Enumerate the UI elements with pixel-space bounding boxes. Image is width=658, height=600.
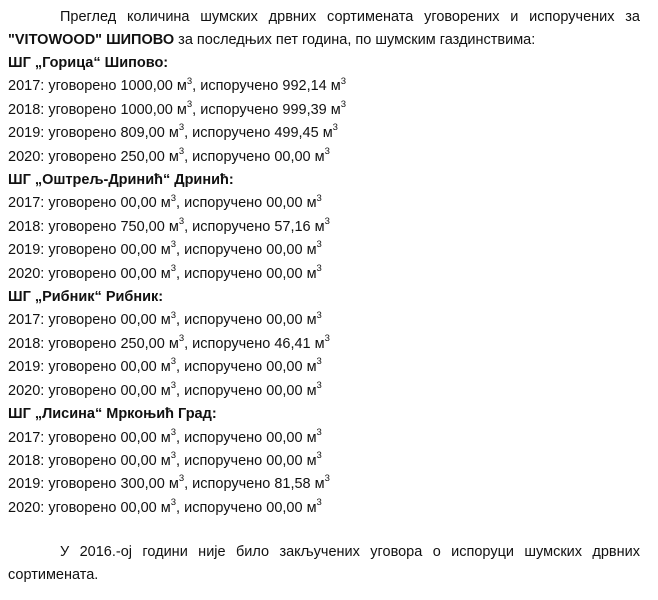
contracted-value: 1000,00 bbox=[120, 78, 173, 95]
row-year: 2017: bbox=[8, 312, 45, 329]
unit-sup: 3 bbox=[170, 192, 177, 204]
unit-sup: 3 bbox=[178, 122, 185, 134]
row-gorica-2019: 2019: уговорено 809,00 $м^3$, испоручено 499,45 $м^3$ bbox=[8, 122, 338, 142]
unit: м bbox=[306, 429, 317, 446]
delivered-label: испоручено bbox=[200, 78, 279, 95]
delivered-label: испоручено bbox=[184, 429, 263, 446]
unit-sup: 3 bbox=[178, 333, 185, 345]
unit-sup: 3 bbox=[170, 309, 177, 321]
delivered-label: испоручено bbox=[184, 452, 263, 469]
unit: м bbox=[168, 218, 179, 235]
unit: м bbox=[160, 242, 171, 259]
unit: м bbox=[314, 148, 325, 165]
row-lisina-2017: 2017: уговорено 00,00 $м^3$, испоручено 00,00 $м^3$ bbox=[8, 426, 322, 446]
unit-sup: 3 bbox=[340, 75, 347, 87]
intro-text-end: за последњих пет година, по шумским газдинствима: bbox=[174, 32, 536, 48]
delivered-label: испоручено bbox=[184, 242, 263, 259]
contracted-value: 00,00 bbox=[120, 242, 157, 259]
unit-sup: 3 bbox=[170, 356, 177, 368]
row-year: 2019: bbox=[8, 359, 45, 376]
unit: м bbox=[160, 265, 171, 282]
contracted-value: 00,00 bbox=[120, 452, 157, 469]
contracted-value: 00,00 bbox=[120, 195, 157, 212]
unit-sup: 3 bbox=[178, 473, 185, 485]
delivered-label: испоручено bbox=[184, 359, 263, 376]
contracted-label: уговорено bbox=[48, 218, 117, 235]
contracted-label: уговорено bbox=[48, 359, 117, 376]
row-lisina-2018: 2018: уговорено 00,00 $м^3$, испоручено 00,00 $м^3$ bbox=[8, 450, 322, 469]
row-year: 2020: bbox=[8, 382, 45, 399]
unit: м bbox=[314, 218, 325, 235]
delivered-value: 57,16 bbox=[274, 218, 311, 235]
contracted-value: 300,00 bbox=[120, 476, 165, 493]
unit: м bbox=[160, 452, 171, 469]
intro-text-start: Преглед количина шумских дрвних сортимената уговорених и испоручених за bbox=[60, 9, 640, 25]
unit: м bbox=[168, 476, 179, 493]
contracted-value: 00,00 bbox=[120, 382, 157, 399]
unit-sup: 3 bbox=[178, 216, 185, 228]
intro-paragraph bbox=[8, 6, 640, 52]
unit: м bbox=[168, 125, 179, 142]
unit-sup: 3 bbox=[316, 262, 322, 274]
row-ribnik-2017: 2017: уговорено 00,00 $м^3$, испоручено 00,00 $м^3$ bbox=[8, 309, 322, 329]
unit: м bbox=[322, 125, 333, 142]
delivered-label: испоручено bbox=[184, 499, 263, 516]
delivered-value: 992,14 bbox=[282, 78, 327, 95]
unit-sup: 3 bbox=[178, 145, 185, 157]
row-gorica-2017: 2017: уговорено 1000,00 $м^3$, испоручено 992,14 $м^3$ bbox=[8, 75, 347, 95]
unit-sup: 3 bbox=[186, 98, 193, 110]
delivered-label: испоручено bbox=[192, 148, 271, 165]
delivered-label: испоручено bbox=[192, 476, 271, 493]
delivered-value: 00,00 bbox=[266, 499, 303, 516]
unit: м bbox=[306, 312, 317, 329]
unit: м bbox=[306, 382, 317, 399]
contracted-value: 1000,00 bbox=[120, 101, 173, 118]
contracted-value: 750,00 bbox=[120, 218, 165, 235]
delivered-label: испоручено bbox=[192, 125, 271, 142]
contracted-label: уговорено bbox=[48, 476, 117, 493]
delivered-value: 999,39 bbox=[282, 101, 327, 118]
row-ribnik-2018: 2018: уговорено 250,00 $м^3$, испоручено 46,41 $м^3$ bbox=[8, 333, 330, 352]
delivered-label: испоручено bbox=[184, 265, 263, 282]
section-heading-ribnik: ШГ „Рибник“ Рибник: bbox=[8, 289, 164, 306]
contracted-label: уговорено bbox=[48, 195, 117, 212]
row-year: 2017: bbox=[8, 195, 45, 212]
unit-sup: 3 bbox=[340, 98, 347, 110]
company-name: "VITOWOOD" ШИПОВО bbox=[8, 32, 175, 48]
contracted-label: уговорено bbox=[48, 429, 117, 446]
contracted-value: 00,00 bbox=[120, 312, 157, 329]
delivered-label: испоручено bbox=[184, 382, 263, 399]
contracted-label: уговорено bbox=[48, 499, 117, 516]
contracted-value: 00,00 bbox=[120, 359, 157, 376]
delivered-value: 00,00 bbox=[266, 312, 303, 329]
unit-sup: 3 bbox=[316, 239, 322, 251]
row-year: 2018: bbox=[8, 452, 45, 469]
contracted-label: уговорено bbox=[48, 101, 117, 118]
unit: м bbox=[330, 101, 341, 118]
unit-sup: 3 bbox=[316, 379, 322, 391]
delivered-value: 81,58 bbox=[274, 476, 311, 493]
delivered-value: 00,00 bbox=[274, 148, 311, 165]
unit-sup: 3 bbox=[316, 450, 322, 462]
row-year: 2018: bbox=[8, 218, 45, 235]
unit: м bbox=[160, 382, 171, 399]
unit: м bbox=[306, 499, 317, 516]
delivered-value: 00,00 bbox=[266, 429, 303, 446]
section-heading-ostrelj: ШГ „Оштрељ-Дринић“ Дринић: bbox=[8, 172, 234, 189]
row-ribnik-2019: 2019: уговорено 00,00 $м^3$, испоручено 00,00 $м^3$ bbox=[8, 356, 322, 376]
unit-sup: 3 bbox=[316, 309, 322, 321]
unit-sup: 3 bbox=[186, 75, 193, 87]
row-ostrelj-2018: 2018: уговорено 750,00 $м^3$, испоручено 57,16 $м^3$ bbox=[8, 216, 330, 235]
unit: м bbox=[306, 359, 317, 376]
unit: м bbox=[160, 429, 171, 446]
contracted-label: уговорено bbox=[48, 265, 117, 282]
section-heading-gorica: ШГ „Горица“ Шипово: bbox=[8, 55, 169, 71]
unit-sup: 3 bbox=[170, 496, 177, 508]
unit: м bbox=[160, 312, 171, 329]
delivered-label: испоручено bbox=[192, 218, 271, 235]
unit: м bbox=[168, 335, 179, 352]
unit-sup: 3 bbox=[316, 496, 322, 508]
row-ostrelj-2017: 2017: уговорено 00,00 $м^3$, испоручено 00,00 $м^3$ bbox=[8, 192, 322, 212]
unit-sup: 3 bbox=[324, 216, 330, 228]
row-lisina-2019: 2019: уговорено 300,00 $м^3$, испоручено 81,58 $м^3$ bbox=[8, 473, 330, 493]
contracted-value: 250,00 bbox=[120, 335, 165, 352]
delivered-value: 00,00 bbox=[266, 359, 303, 376]
unit: м bbox=[330, 78, 341, 95]
delivered-value: 499,45 bbox=[274, 125, 319, 142]
contracted-label: уговорено bbox=[48, 335, 117, 352]
delivered-label: испоручено bbox=[192, 335, 271, 352]
unit-sup: 3 bbox=[324, 473, 330, 485]
contracted-label: уговорено bbox=[48, 78, 117, 95]
unit: м bbox=[160, 195, 171, 212]
unit-sup: 3 bbox=[332, 122, 338, 134]
delivered-value: 46,41 bbox=[274, 335, 311, 352]
unit: м bbox=[306, 265, 317, 282]
unit: м bbox=[160, 359, 171, 376]
delivered-label: испоручено bbox=[184, 312, 263, 329]
unit-sup: 3 bbox=[170, 426, 177, 438]
unit-sup: 3 bbox=[170, 450, 177, 462]
row-year: 2020: bbox=[8, 148, 45, 165]
row-year: 2017: bbox=[8, 78, 45, 95]
row-year: 2018: bbox=[8, 101, 45, 118]
unit: м bbox=[306, 242, 317, 259]
row-year: 2020: bbox=[8, 265, 45, 282]
contracted-label: уговорено bbox=[48, 452, 117, 469]
unit: м bbox=[168, 148, 179, 165]
unit-sup: 3 bbox=[170, 262, 177, 274]
row-year: 2019: bbox=[8, 476, 45, 493]
unit-sup: 3 bbox=[324, 333, 330, 345]
contracted-label: уговорено bbox=[48, 242, 117, 259]
delivered-label: испоручено bbox=[184, 195, 263, 212]
unit-sup: 3 bbox=[170, 379, 177, 391]
unit: м bbox=[176, 78, 187, 95]
row-year: 2017: bbox=[8, 429, 45, 446]
row-ostrelj-2020: 2020: уговорено 00,00 $м^3$, испоручено 00,00 $м^3$ bbox=[8, 262, 322, 282]
unit-sup: 3 bbox=[316, 192, 322, 204]
unit: м bbox=[306, 195, 317, 212]
unit: м bbox=[306, 452, 317, 469]
unit-sup: 3 bbox=[324, 145, 330, 157]
closing-paragraph: У 2016.-ој години није било закључених уговора о испоруци шумских дрвних сортимената. bbox=[8, 544, 640, 583]
unit: м bbox=[314, 476, 325, 493]
contracted-value: 250,00 bbox=[120, 148, 165, 165]
delivered-value: 00,00 bbox=[266, 195, 303, 212]
contracted-label: уговорено bbox=[48, 148, 117, 165]
row-year: 2019: bbox=[8, 125, 45, 142]
unit-sup: 3 bbox=[316, 426, 322, 438]
delivered-value: 00,00 bbox=[266, 242, 303, 259]
unit: м bbox=[160, 499, 171, 516]
contracted-value: 00,00 bbox=[120, 499, 157, 516]
delivered-value: 00,00 bbox=[266, 265, 303, 282]
contracted-value: 00,00 bbox=[120, 429, 157, 446]
delivered-label: испоручено bbox=[200, 101, 279, 118]
unit: м bbox=[176, 101, 187, 118]
unit-sup: 3 bbox=[170, 239, 177, 251]
unit-sup: 3 bbox=[316, 356, 322, 368]
row-ostrelj-2019: 2019: уговорено 00,00 $м^3$, испоручено 00,00 $м^3$ bbox=[8, 239, 322, 259]
contracted-label: уговорено bbox=[48, 312, 117, 329]
unit: м bbox=[314, 335, 325, 352]
section-heading-lisina: ШГ „Лисина“ Мркоњић Град: bbox=[8, 406, 217, 423]
row-gorica-2020: 2020: уговорено 250,00 $м^3$, испоручено 00,00 $м^3$ bbox=[8, 145, 330, 165]
row-year: 2018: bbox=[8, 335, 45, 352]
row-gorica-2018: 2018: уговорено 1000,00 $м^3$, испоручено 999,39 $м^3$ bbox=[8, 98, 347, 118]
contracted-value: 00,00 bbox=[120, 265, 157, 282]
contracted-label: уговорено bbox=[48, 125, 117, 142]
contracted-label: уговорено bbox=[48, 382, 117, 399]
row-year: 2019: bbox=[8, 242, 45, 259]
row-ribnik-2020: 2020: уговорено 00,00 $м^3$, испоручено 00,00 $м^3$ bbox=[8, 379, 322, 399]
delivered-value: 00,00 bbox=[266, 382, 303, 399]
forestry-sections bbox=[8, 52, 648, 520]
row-year: 2020: bbox=[8, 499, 45, 516]
row-lisina-2020: 2020: уговорено 00,00 $м^3$, испоручено 00,00 $м^3$ bbox=[8, 496, 322, 516]
contracted-value: 809,00 bbox=[120, 125, 165, 142]
delivered-value: 00,00 bbox=[266, 452, 303, 469]
